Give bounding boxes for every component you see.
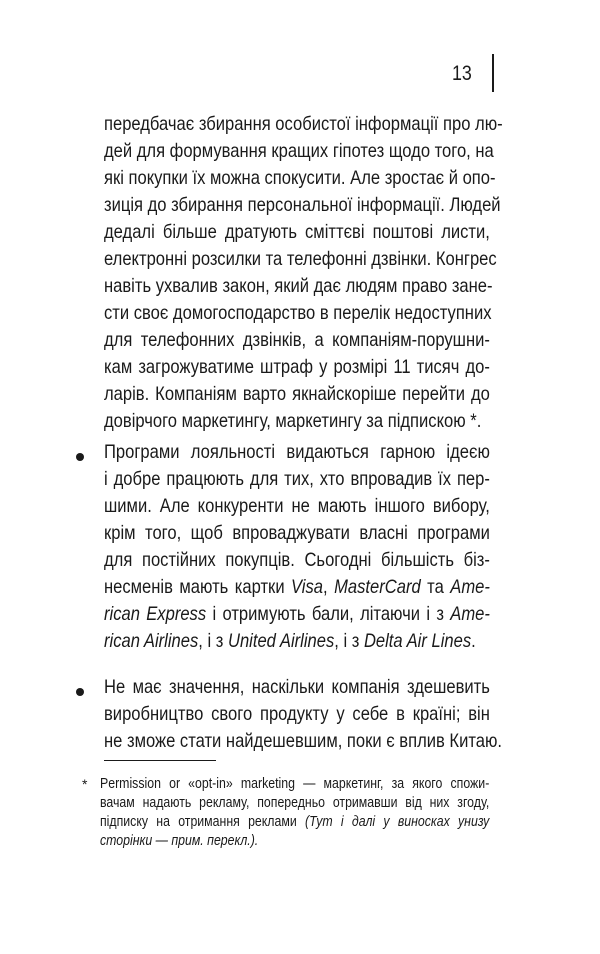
text-line [104, 273, 493, 300]
text-line [100, 813, 489, 832]
text-segment: несменів мають картки [104, 576, 292, 598]
text-segment: Permission or «opt-in» marketing — маркетинг, за якого спожи- [100, 776, 490, 792]
text-line [104, 493, 490, 520]
text-line [104, 408, 490, 435]
text-line [104, 674, 490, 701]
text-segment: зиція до збирання персональної інформації. Людей [104, 194, 501, 216]
text-line [104, 165, 496, 192]
footnote-text [100, 775, 558, 851]
text-line [104, 728, 502, 755]
text-segment: не зможе стати найдешевшим, поки є вплив Китаю. [104, 730, 502, 752]
text-line [104, 138, 494, 165]
text-line [100, 832, 489, 851]
text-segment: вачам надають рекламу, попередньо отримавши від них згоду, [100, 795, 490, 811]
text-line [104, 381, 490, 408]
text-segment: крім того, щоб впроваджувати власні програми [104, 522, 490, 544]
text-line [104, 601, 490, 628]
italic-text: rican Airlines [104, 630, 199, 652]
italic-text: Ame- [450, 603, 490, 625]
text-line [104, 111, 503, 138]
bullet-item-china [104, 674, 558, 755]
italic-text: United Airlines [227, 630, 335, 652]
text-line [104, 300, 490, 327]
footnote-divider [104, 760, 216, 761]
text-segment: довірчого маркетингу, маркетингу за підпискою *. [104, 410, 482, 432]
text-line [104, 520, 490, 547]
text-segment: Програми лояльності видаються гарною ідеєю [104, 441, 490, 463]
text-segment: , [323, 576, 335, 598]
text-segment: для постійних покупців. Сьогодні більшість біз- [104, 549, 490, 571]
text-line [104, 466, 490, 493]
text-line [104, 439, 490, 466]
italic-text: Visa [291, 576, 324, 598]
text-segment: та [420, 576, 451, 598]
text-segment: для телефонних дзвінків, а компаніям-порушни- [104, 329, 490, 351]
text-line [104, 354, 490, 381]
page-number-bar [492, 54, 494, 92]
page-number: 13 [452, 62, 472, 85]
text-segment: сти своє домогосподарство в перелік недоступних [104, 302, 492, 324]
paragraph-1 [104, 111, 558, 435]
text-segment: навіть ухвалив закон, який дає людям право зане- [104, 275, 493, 297]
italic-text: MasterCard [334, 576, 421, 598]
text-segment: які покупки їх можна спокусити. Але зростає й опо- [104, 167, 496, 189]
text-line [104, 628, 490, 655]
bullet-item-loyalty [104, 439, 558, 655]
text-line [104, 701, 490, 728]
text-segment: Не має значення, наскільки компанія здешевить [104, 676, 490, 698]
italic-text: Delta Air Lines [363, 630, 472, 652]
text-segment: дей для формування кращих гіпотез щодо того, на [104, 140, 494, 162]
text-line [104, 192, 501, 219]
text-line [104, 547, 490, 574]
text-line [104, 246, 497, 273]
text-segment: дедалі більше дратують сміттєві поштові листи, [104, 221, 490, 243]
footnote-marker: * [82, 776, 88, 792]
italic-text: rican Express [104, 603, 207, 625]
text-line [104, 574, 490, 601]
bullet-icon [76, 453, 84, 461]
text-segment: , і з [334, 630, 364, 652]
italic-text: сторінки — прим. перекл.). [100, 833, 259, 849]
text-segment: кам загрожуватиме штраф у розмірі 11 тисяч до- [104, 356, 490, 378]
text-segment: передбачає збирання особистої інформації про лю- [104, 113, 503, 135]
text-line [100, 794, 489, 813]
text-segment: і отримують бали, літаючи і з [206, 603, 451, 625]
text-segment: шими. Але конкуренти не мають іншого вибору, [104, 495, 490, 517]
text-segment: . [471, 630, 476, 652]
text-line [104, 219, 490, 246]
text-segment: підписку на отримання реклами [100, 814, 305, 830]
text-segment: ларів. Компаніям варто якнайскоріше перейти до [104, 383, 490, 405]
text-segment: електронні розсилки та телефонні дзвінки. Конгрес [104, 248, 497, 270]
italic-text: (Тут і далі у виносках унизу [304, 814, 490, 830]
italic-text: Ame- [450, 576, 490, 598]
text-segment: виробництво свого продукту у себе в країні; він [104, 703, 490, 725]
text-line [104, 327, 490, 354]
text-segment: , і з [198, 630, 228, 652]
bullet-icon [76, 688, 84, 696]
text-line [100, 775, 489, 794]
text-segment: і добре працюють для тих, хто впровадив їх пер- [104, 468, 490, 490]
